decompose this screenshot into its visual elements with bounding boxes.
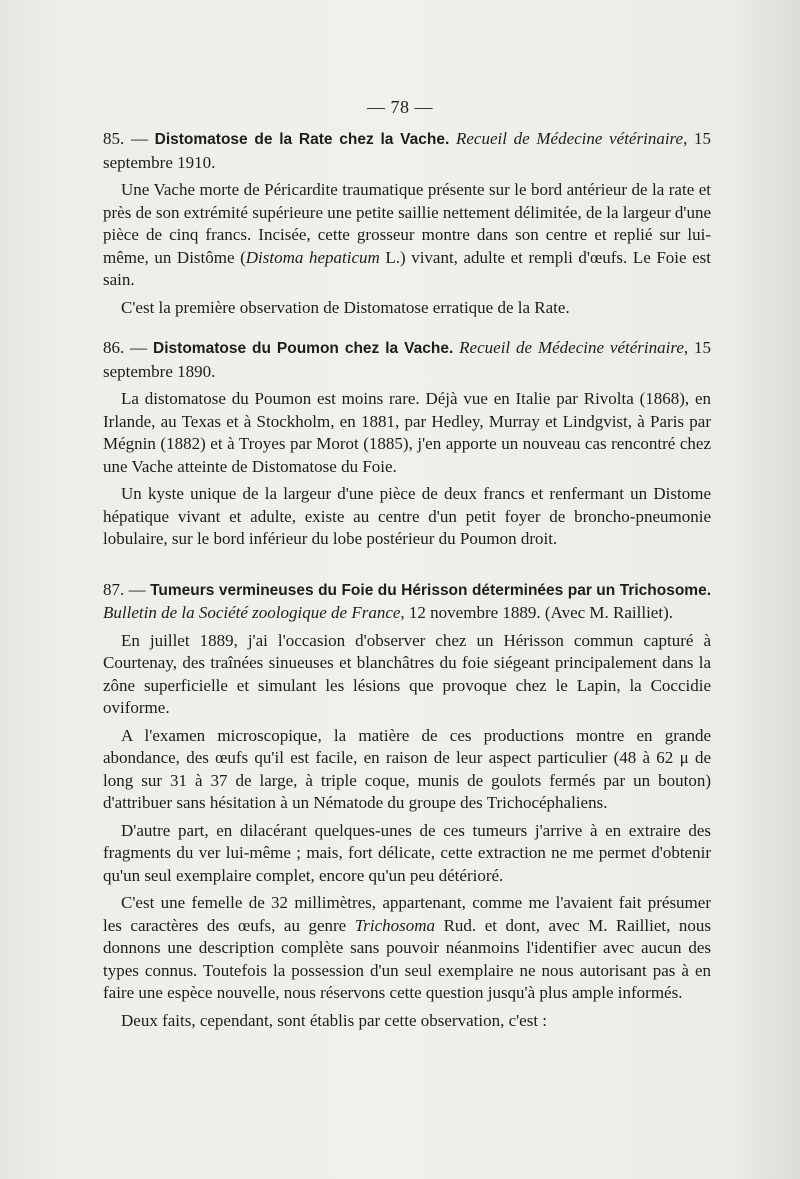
paragraph: En juillet 1889, j'ai l'occasion d'observer chez un Hérisson commun capturé à Courtenay, des traînées sinueuses et blanchâtres du foie siégeant principalement dans la zône superficielle et simulant les lésions que provoque chez le Lapin, la Coccidie oviforme. xyxy=(103,630,711,717)
entry-heading xyxy=(103,579,711,625)
entry-title: Distomatose de la Rate chez la Vache. xyxy=(154,131,450,148)
species-name: Distoma hepaticum xyxy=(245,247,380,267)
text-run: C'est une femelle de 32 millimètres, appartenant, comme me l'avaient fait présumer les caractères des œufs, au genre xyxy=(103,893,711,935)
entry-number: 85. — xyxy=(103,129,155,148)
entry-source: Recueil de Médecine vétérinaire xyxy=(455,129,684,148)
text-run: Une Vache morte de Péricardite traumatique présente sur le bord antérieur de la rate et près de son extrémité supérieure une petite saillie nettement délimitée, de la largeur d'une pièce de cinq francs. Incisée, cette grosseur montre dans son centre et replié sur lui-même, un Distôme ( xyxy=(103,180,711,267)
paragraph xyxy=(103,892,711,1005)
entry-heading xyxy=(103,128,711,174)
paragraph: D'autre part, en dilacérant quelques-unes de ces tumeurs j'arrive à en extraire des fragments du ver lui-même ; mais, fort délicate, cette extraction ne me permet d'obtenir qu'un seul exemplaire complet, encore qu'un peu détérioré. xyxy=(103,820,711,885)
paragraph: Un kyste unique de la largeur d'une pièce de deux francs et renfermant un Distome hépatique vivant et adulte, existe au centre d'un petit foyer de broncho-pneumonie lobulaire, sur le bord inférieur du lobe postérieur du Poumon droit. xyxy=(103,484,711,548)
page-content xyxy=(103,128,711,1050)
page-number: — 78 — xyxy=(367,97,433,117)
entry-number: 87. — xyxy=(103,579,151,599)
entry-heading xyxy=(103,337,711,383)
entry-date: , 15 septembre 1910. xyxy=(103,129,712,172)
entry-date: , 15 septembre 1890. xyxy=(103,338,712,381)
entry-date: , 12 novembre 1889. (Avec M. Railliet). xyxy=(400,603,673,622)
paragraph xyxy=(103,179,711,292)
entry-86 xyxy=(103,337,711,551)
entry-85 xyxy=(103,128,711,319)
paragraph: A l'examen microscopique, la matière de ces productions montre en grande abondance, des œufs qu'il est facile, en raison de leur aspect particulier (48 à 62 μ de long sur 31 à 37 de large, à triple coque, munis de goulots fermés par un bouton) d'attribuer sans hésitation à un Nématode du groupe des Trichocéphaliens. xyxy=(103,725,711,812)
paragraph: Deux faits, cependant, sont établis par cette observation, c'est : xyxy=(121,1010,548,1030)
paragraph: La distomatose du Poumon est moins rare. Déjà vue en Italie par Rivolta (1868), en Irlande, au Texas et à Stockholm, en 1881, par Hedley, Murray et Lindgvist, à Paris par Mégnin (1882) et à Troyes par Morot (1885), j'en apporte un nouveau cas rencontré chez une Vache atteinte de Distomatose du Foie. xyxy=(103,389,711,476)
entry-source: Recueil de Médecine vétérinaire xyxy=(459,338,684,357)
entry-source: Bulletin de la Société zoologique de France xyxy=(103,603,401,622)
text-run: Rud. et dont, avec M. Railliet, nous donnons une description complète sans pouvoir néanmoins l'identifier avec aucun des types connus. Toutefois la possession d'un seul exemplaire ne nous autorisant pas à en faire une espèce nouvelle, nous réservons cette question jusqu'à plus ample informés. xyxy=(103,915,711,1002)
entry-87 xyxy=(103,579,711,1033)
text-run: L.) vivant, adulte et rempli d'œufs. Le Foie est sain. xyxy=(103,247,711,289)
entry-title: Tumeurs vermineuses du Foie du Hérisson déterminées par un Trichosome. xyxy=(150,581,712,599)
genus-name: Trichosoma xyxy=(354,915,436,935)
paragraph: C'est la première observation de Distomatose erratique de la Rate. xyxy=(121,297,570,317)
entry-title: Distomatose du Poumon chez la Vache. xyxy=(153,340,454,357)
entry-number: 86. — xyxy=(103,338,154,357)
